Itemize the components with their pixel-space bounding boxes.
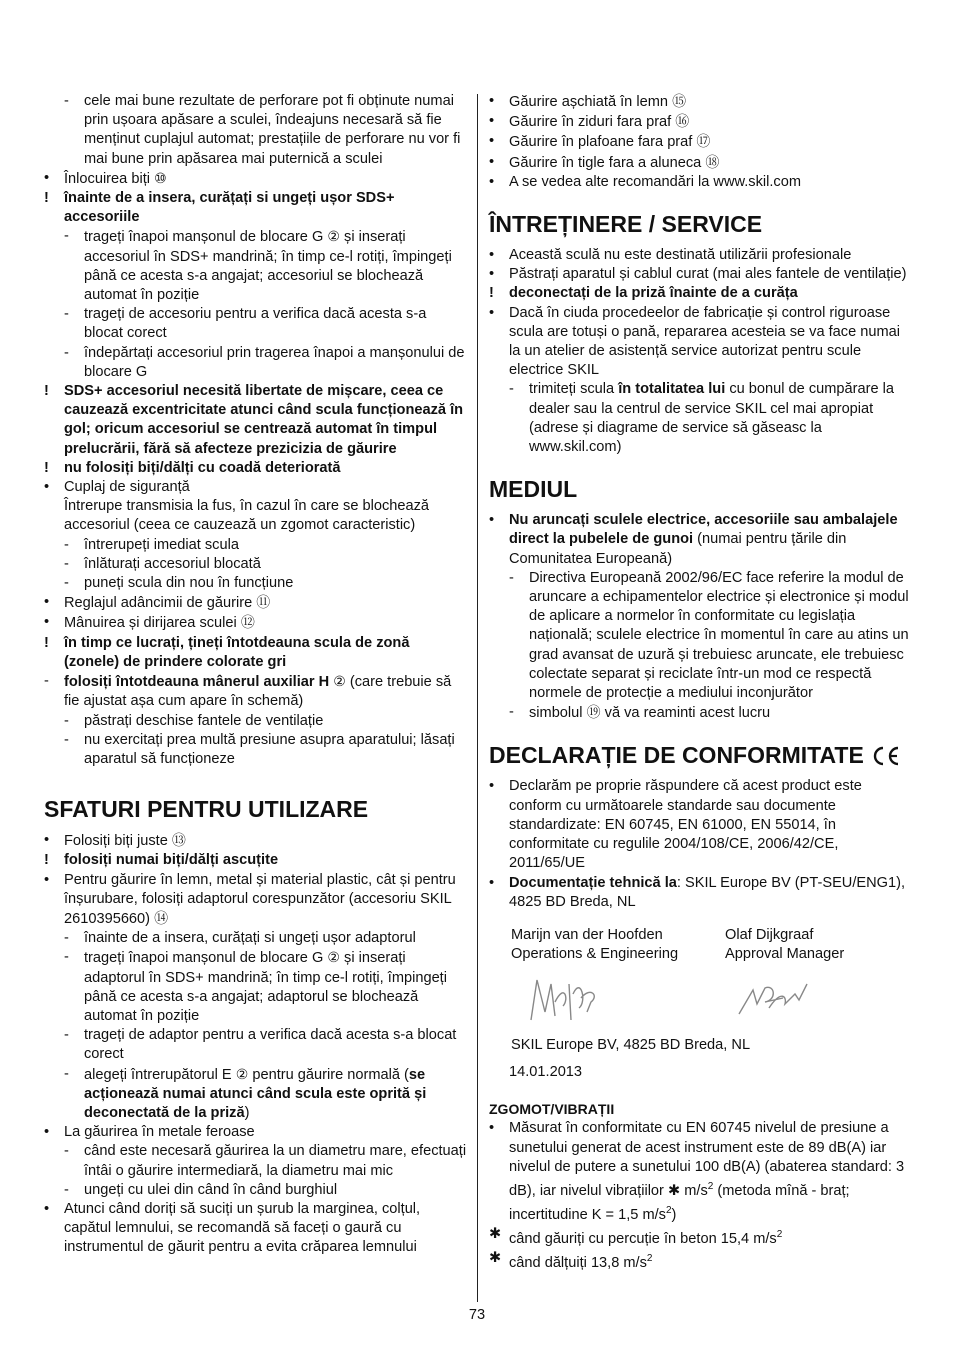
list-item: • Găurire în ziduri fara praf ⑯ [489,113,690,131]
signers [489,926,913,966]
list-item: - trageți de adaptor pentru a verifica dacă acesta s-a blocat corect [64,1027,457,1063]
list-item: • Înlocuirea biți ⑩ [44,169,167,187]
list-item: • Cuplaj de siguranță Întrerupe transmisia la fus, în cazul în care se blochează accesoriul (ceea ce cauzează un zgomot caracteristic) [44,479,430,534]
list-item: - cele mai bune rezultate de perforare pot fi obținute numai prin ușoara apăsare a sculei, îndeajuns necesară să fie menținut cuplajul automat; prestațiile de perforare nu vor fi mai bune prin apăsarea mai puternică a sculei [64,93,461,167]
warning-item: ! înainte de a insera, curățați si ungeți ușor SDS+ accesoriile [44,190,395,226]
list-item: • Dacă în ciuda procedeelor de fabricație și control riguroase scula are totuși o pană, repararea acesteia se va face numai la un atelier de asistență service autorizat pentru scule electrice SKIL [489,304,901,379]
list-item: • Atunci când doriți să suciți un șurub la marginea, colțul, capătul lemnului, se recomandă să faceți o gaură cu instrumentul de găurit pentru a evita crăparea lemnului [44,1200,421,1256]
noise-line-1: ✱ când găuriți cu percuție în beton 15,4 $m/s^2$ [489,1226,783,1247]
list-item: • Găurire în tigle fara a aluneca ⑱ [489,153,720,171]
section-heading-environment: MEDIUL [489,476,578,503]
list-item: - păstrați deschise fantele de ventilație [64,712,324,729]
date: 14.01.2013 [509,1064,583,1081]
list-item: - puneți scula din nou în funcțiune [64,575,294,592]
list-item: - trimiteți scula în totalitatea lui cu bonul de cumpărare la dealer sau la centrul de service SKIL cel mai apropiat (adrese și diagrame de service să găseasc la www.skil.com) [509,381,894,456]
list-item: • Declarăm pe proprie răspundere că acest product este conform cu următoarele standarde sau documente standardizate: EN 60745, EN 61000, EN 55014, în conformitate cu regulile 2004/108/CE, 2006/42/CE, 2011/65/UE [489,778,862,872]
list-item: - simbolul ⑲ vă va reaminti acest lucru [509,704,771,722]
list-item: • Folosiți biți juste ⑬ [44,832,186,850]
column-divider [477,94,478,1302]
list-item: - întrerupeți imediat scula [64,536,239,553]
section-heading-tips: SFATURI PENTRU UTILIZARE [44,796,369,823]
list-item: - trageți înapoi manșonul de blocare G ② și inserați accesoriul în SDS+ mandrină; în timp ce-l rotiți, împingeți până ce acesta s-a angajat; accesoriul se blochează automat în poziție [64,228,452,304]
list-item: • Nu aruncați sculele electrice, accesoriile sau ambalajele direct la pubelele de gunoi (numai pentru țările din Comunitatea Europeană) [489,512,898,567]
list-item: • Documentație tehnică la: SKIL Europe BV (PT-SEU/ENG1), 4825 BD Breda, NL [489,874,906,910]
list-item: • A se vedea alte recomandări la www.skil.com [489,173,802,190]
warning-item: ! folosiți numai biți/dălți ascuțite [44,852,279,869]
list-item: - înainte de a insera, curățați si ungeți ușor adaptorul [64,930,416,947]
right-column [489,92,913,1273]
list-item: - alegeți întrerupătorul E ② pentru găurire normală (se acționează numai atunci când scula este oprită și deconectată de la priză) [64,1065,427,1121]
signer-2: Olaf Dijkgraaf Approval Manager [725,926,845,962]
company-address: SKIL Europe BV, 4825 BD Breda, NL [511,1036,751,1053]
list-item: • Găurire așchiată în lemn ⑮ [489,93,687,110]
warning-item: ! deconectați de la priză înainte de a curăța [489,285,798,302]
list-item: - trageți de accesoriu pentru a verifica dacă acesta s-a blocat corect [64,306,427,342]
warning-item: ! SDS+ accesoriul necesită libertate de mișcare, ceea ce cauzează excentricitate atunci când scula funcționează în gol; oricum accesoriul se centrează automat în timpul prelucrării, fără să afecteze prezicizia de găurire [44,383,464,457]
warning-item: ! nu folosiți biți/dălți cu coadă deteriorată [44,459,341,476]
list-item: • Păstrați aparatul și cablul curat (mai ales fantele de ventilație) [489,266,907,283]
list-item: • Pentru găurire în lemn, metal și material plastic, cât și pentru înșurubare, folosiți adaptorul corespunzător (accesoriu SKIL 2610395660) ⑭ [44,871,456,927]
warning-item: ! în timp ce lucrați, țineți întotdeauna scula de zonă (zonele) de prindere colorate gri [44,634,410,670]
list-item: • Această sculă nu este destinată utilizării profesionale [489,247,852,264]
list-item: • Măsurat în conformitate cu EN 60745 nivelul de presiune a sunetului generat de acest instrument este de 89 dB(A) iar nivelul de putere a sunetului 100 dB(A) (abaterea standard: 3 dB), iar nivelul vibrațiilor ✱ $m/s^2$ (metoda mînă - braț; incertitudine K = 1,5 $m/s^2$) [489,1120,905,1223]
section-heading-declaration: DECLARAȚIE DE CONFORMITATE [489,741,913,769]
list-item: - nu exercitați prea multă presiune asupra aparatului; lăsați aparatul să funcționeze [64,731,455,767]
ce-mark-icon [870,746,900,766]
noise-line-2: ✱ când dălțuiți 13,8 $m/s^2$ [489,1250,653,1271]
list-item: - înlăturați accesoriul blocată [64,555,261,572]
signature-2-icon [735,980,815,1020]
list-item: - trageți înapoi manșonul de blocare G ② și inserați adaptorul în SDS+ mandrină; în timp ce-l rotiți, împingeți până ce acesta s-a angajat; adaptorul se blochează automat în poziție [64,949,447,1024]
list-item: - Directiva Europeană 2002/96/EC face referire la modul de aruncare a echipamentelor electrice și electronice și modul de aplicare a normelor în conformitate cu legislația națională; sculele electrice în momentul în care au atins un grad avansat de uzură și trebuiesc aruncate, ele trebuiesc colectate separat și reciclate într-un mod ce respectă normele de protecție a mediului inconjurător [509,569,909,702]
list-item: - îndepărtați accesoriul prin tragerea înapoi a manșonului de blocare G [64,344,465,380]
list-item: • Mânuirea și dirijarea sculei ⑫ [44,614,255,632]
list-item: - ungeți cu ulei din când în când burghiul [64,1181,338,1198]
page-number: 73 [468,1307,486,1323]
list-item: - folosiți întotdeauna mânerul auxiliar H ② (care trebuie să fie ajustat așa cum apare în schemă) [44,673,452,710]
signature-1-icon [525,972,605,1028]
list-item: • Reglajul adâncimii de găurire ⑪ [44,594,271,612]
section-heading-service: ÎNTREȚINERE / SERVICE [489,211,763,238]
left-column [44,92,468,1258]
list-item: - când este necesară găurirea la un diametru mare, efectuați întâi o găurire intermediară, la diametru mai mic [64,1143,467,1179]
signatures [489,966,913,1026]
signer-1: Marijn van der Hoofden Operations & Engineering [511,926,679,962]
list-item: • La găurirea în metale feroase [44,1124,255,1141]
list-item: • Găurire în plafoane fara praf ⑰ [489,133,711,151]
section-heading-noise: ZGOMOT/VIBRAȚII [489,1101,615,1118]
